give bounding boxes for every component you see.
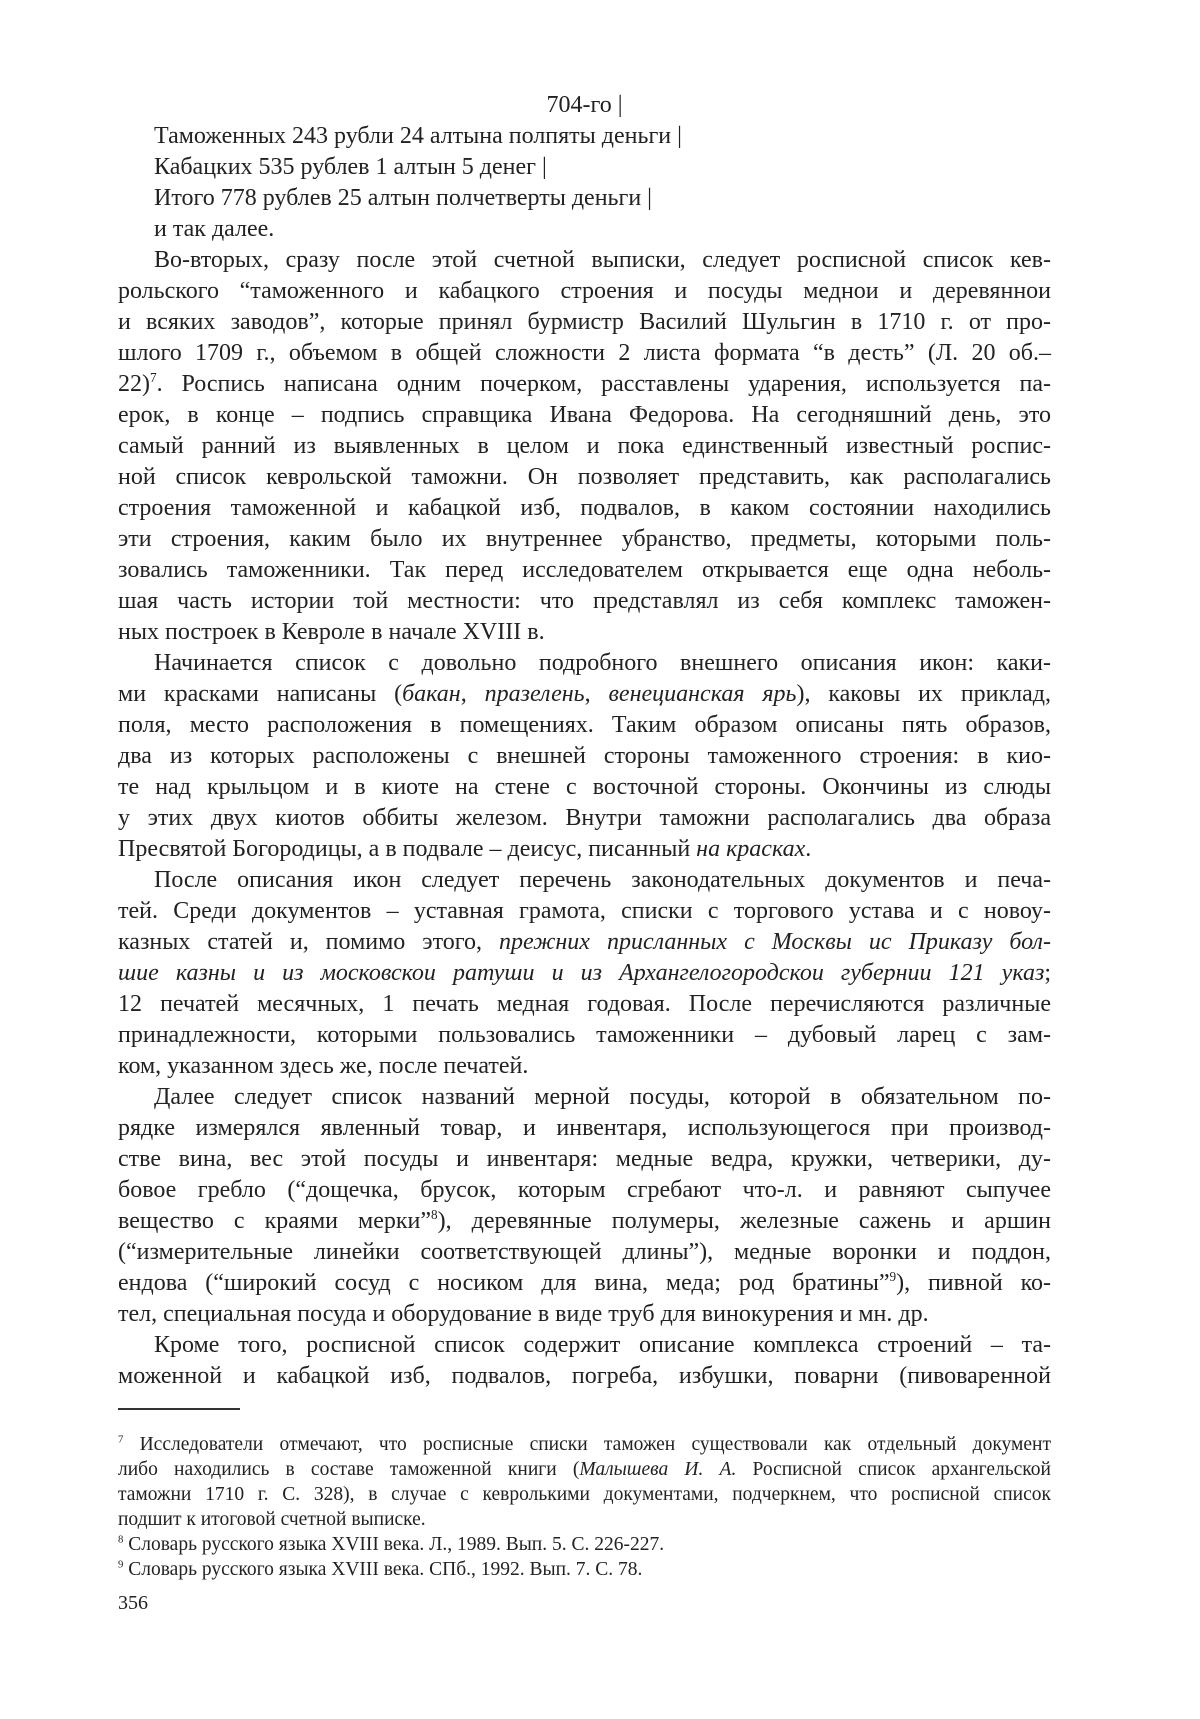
text-run: Начинается список с довольно подробного внешнего описания икон: каки- [154,650,1051,676]
text-line [118,772,1051,803]
footnote-line [118,1557,1051,1582]
text-run: строения таможенной и кабацкой изб, подвалов, в каком состоянии находились [118,495,1051,521]
text-line [118,679,1051,710]
text-run: ной список кеврольской таможни. Он позволяет представить, как располагались [118,464,1051,490]
footnote-ref: 8 [431,1207,438,1222]
text-run: поля, место расположения в помещениях. Таким образом описаны пять образов, [118,712,1051,738]
text-line [118,927,1051,958]
text-run: шая часть истории той местности: что представлял из себя комплекс таможен- [118,588,1051,614]
text-line [118,462,1051,493]
text-line [118,710,1051,741]
text-run: ), каковы их приклад, [796,681,1051,707]
text-run: эти строения, каким было их внутреннее убранство, предметы, которыми поль- [118,526,1051,552]
page-number: 356 [118,1592,148,1615]
text-line [118,803,1051,834]
text-line [118,214,1051,245]
text-run: и всяких заводов”, которые принял бурмистр Василий Шульгин в 1710 г. от про- [118,309,1051,335]
text-line [118,1237,1051,1268]
text-line [118,431,1051,462]
text-run: Пресвятой Богородицы, а в подвале – деисус, писанный [118,836,696,862]
text-line [118,524,1051,555]
text-line [118,617,1051,648]
text-run: тей. Среди документов – уставная грамота, списки с торгового устава и с новоу- [118,898,1051,924]
text-run: Кабацких 535 рублев 1 алтын 5 денег | [154,154,547,180]
text-run: самый ранний из выявленных в целом и пока единственный известный роспис- [118,433,1051,459]
text-line [118,958,1051,989]
text-line [118,1113,1051,1144]
text-run: Словарь русского языка XVIII века. СПб., 1992. Вып. 7. С. 78. [123,1559,642,1580]
body-text [118,90,1051,1392]
text-line [118,648,1051,679]
text-run: и так далее. [154,216,274,242]
text-run: Кроме того, росписной список содержит описание комплекса строений – та- [154,1332,1051,1358]
text-run: у этих двух киотов оббиты железом. Внутри таможни располагались два образа [118,805,1051,831]
italic-text: прежних присланных с Москвы ис Приказу бол- [499,929,1051,955]
text-line [118,1020,1051,1051]
text-line [118,1051,1051,1082]
italic-text: Малышева И. А. [579,1459,736,1480]
text-run: Итого 778 рублев 25 алтын полчетверты деньги | [154,185,652,211]
text-run: ), деревянные полумеры, железные сажень и аршин [438,1208,1051,1234]
text-run: (“измерительные линейки соответствующей длины”), медные воронки и поддон, [118,1239,1051,1265]
text-line [118,152,1051,183]
footnote-line [118,1432,1051,1457]
text-run: , [461,681,485,707]
text-run: Словарь русского языка XVIII века. Л., 1989. Вып. 5. С. 226-227. [123,1534,664,1555]
text-line [118,741,1051,772]
text-run: бовое гребло (“дощечка, брусок, которым сгребают что-л. и равняют сыпучее [118,1177,1051,1203]
text-run: ных построек в Кевроле в начале XVIII в. [118,619,545,645]
text-line [118,1144,1051,1175]
text-line [118,1268,1051,1299]
text-run: ком, указанном здесь же, после печатей. [118,1053,528,1079]
text-line [118,276,1051,307]
text-run: Далее следует список названий мерной посуды, которой в обязательном по- [154,1084,1051,1110]
text-run: Таможенных 243 рубли 24 алтына полпяты деньги | [154,123,682,149]
footnote-ref: 7 [150,370,157,385]
italic-text: шие казны и из московскои ратуши и из Архангелогородскои губернии 121 указ [118,960,1044,986]
text-line [118,1330,1051,1361]
text-line [118,245,1051,276]
text-run: Во-вторых, сразу после этой счетной выписки, следует росписной список кев- [154,247,1051,273]
text-line [118,307,1051,338]
text-line [118,1361,1051,1392]
text-line [118,338,1051,369]
text-line [118,586,1051,617]
text-run: два из которых расположены с внешней стороны таможенного строения: в кио- [118,743,1051,769]
text-line [118,834,1051,865]
italic-text: бакан [402,681,461,707]
text-run: ендова (“широкий сосуд с носиком для вина, меда; род братины” [118,1270,889,1296]
text-run: подшит к итоговой счетной выписке. [118,1509,426,1530]
text-run: зовались таможенники. Так перед исследователем открывается еще одна неболь- [118,557,1051,583]
text-run: тел, специальная посуда и оборудование в виде труб для винокурения и мн. др. [118,1301,929,1327]
footnote-ref: 7 [118,1434,123,1446]
text-line [118,1082,1051,1113]
text-line [118,989,1051,1020]
text-run: ми красками написаны ( [118,681,402,707]
text-line [118,400,1051,431]
text-line [118,90,1051,121]
text-line [118,555,1051,586]
text-run: , [585,681,609,707]
footnote-line [118,1532,1051,1557]
text-run: 12 печатей месячных, 1 печать медная годовая. После перечисляются различные [118,991,1051,1017]
text-line [118,865,1051,896]
text-run: ерок, в конце – подпись справщика Ивана Федорова. На сегодняшний день, это [118,402,1051,428]
footnote-line [118,1507,1051,1532]
footnote-ref: 9 [118,1559,123,1571]
text-run: таможни 1710 г. С. 328), в случае с кевролькими документами, подчеркнем, что росписной список [118,1484,1051,1505]
text-line [118,493,1051,524]
text-line [118,183,1051,214]
text-line [118,121,1051,152]
text-run: . [805,836,811,862]
footnote-line [118,1482,1051,1507]
text-run: казных статей и, помимо этого, [118,929,499,955]
text-line [118,1206,1051,1237]
footnote-ref: 9 [889,1269,896,1284]
footnote-separator [118,1408,240,1410]
text-run: ; [1044,960,1051,986]
text-run: Росписной список архангельской [736,1459,1051,1480]
italic-text: венецианская ярь [609,681,797,707]
footnote-ref: 8 [118,1534,123,1546]
italic-text: на красках [696,836,805,862]
italic-text: празелень [485,681,585,707]
text-run: ), пивной ко- [896,1270,1051,1296]
text-run: . Роспись написана одним почерком, расставлены ударения, используется па- [157,371,1051,397]
text-line [118,896,1051,927]
text-run: шлого 1709 г., объемом в общей сложности 2 листа формата “в десть” (Л. 20 об.– [118,340,1051,366]
text-run: рольского “таможенного и кабацкого строения и посуды меднои и деревяннои [118,278,1051,304]
text-run: моженной и кабацкой изб, подвалов, погреба, избушки, поварни (пивоваренной [118,1363,1051,1389]
text-run: стве вина, вес этой посуды и инвентаря: медные ведра, кружки, четверики, ду- [118,1146,1051,1172]
text-run: либо находились в составе таможенной книги ( [118,1459,579,1480]
text-line [118,369,1051,400]
text-line [118,1299,1051,1330]
text-run: 22) [118,371,150,397]
text-run: рядке измерялся явленный товар, и инвентаря, использующегося при производ- [118,1115,1051,1141]
footnote-line [118,1457,1051,1482]
text-run: 704-го | [546,92,622,118]
text-run: После описания икон следует перечень законодательных документов и печа- [154,867,1051,893]
text-line [118,1175,1051,1206]
text-run: вещество с краями мерки” [118,1208,431,1234]
text-run: Исследователи отмечают, что росписные списки таможен существовали как отдельный документ [123,1434,1051,1455]
text-run: принадлежности, которыми пользовались таможенники – дубовый ларец с зам- [118,1022,1051,1048]
text-run: те над крыльцом и в киоте на стене с восточной стороны. Окончины из слюды [118,774,1051,800]
footnotes [118,1432,1051,1582]
